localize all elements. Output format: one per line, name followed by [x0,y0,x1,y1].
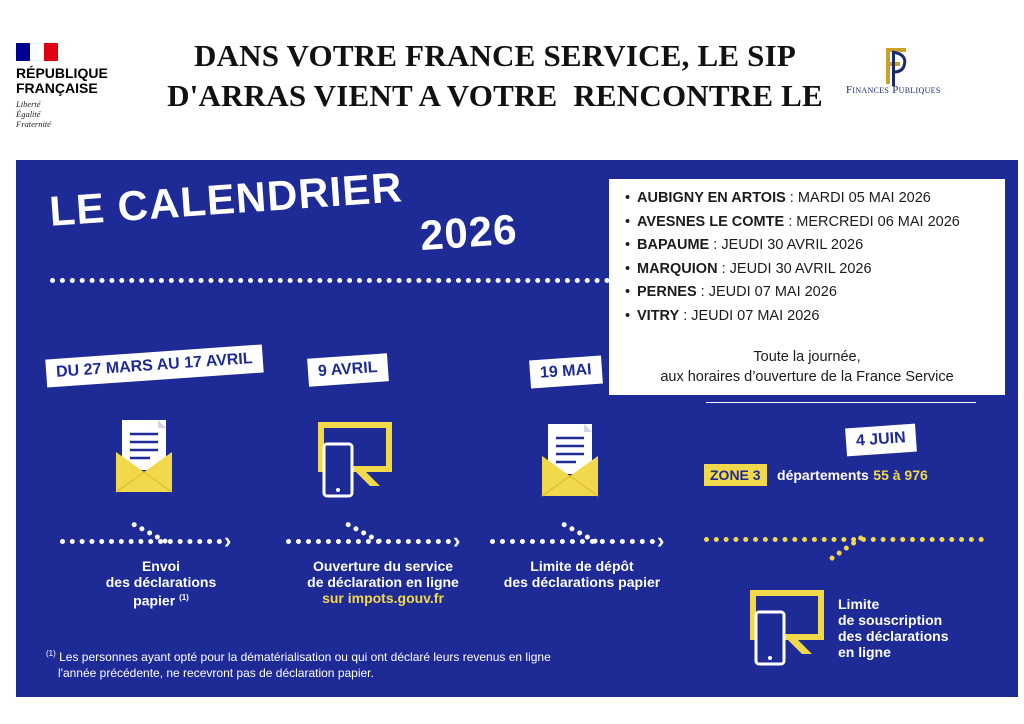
footnote-line1: Les personnes ayant opté pour la dématérialisation ou qui ont déclaré leurs revenus en ligne [59,650,551,664]
marianne-flag-icon [16,43,58,61]
step4-dotted-line [704,537,984,542]
step3-date-tag: 19 MAI [529,356,602,389]
schedule-item [625,187,960,211]
bullet-icon: • [625,237,631,253]
finances-publiques-logo-icon [878,44,914,88]
schedule-place: PERNES [637,284,697,300]
bullet-icon: • [625,307,631,324]
tablet-monitor-icon [748,588,828,668]
step3-label [482,558,682,590]
schedule-sep: : [784,213,797,230]
zone-row [704,467,928,485]
schedule-place: MARQUION [637,260,718,277]
schedule-list [625,187,960,328]
envelope-icon [114,418,174,494]
title-dotted-divider [50,278,620,283]
step4-label-line1: Limite [838,596,880,612]
schedule-date: JEUDI 07 MAI 2026 [691,307,820,324]
schedule-sep: : [785,190,798,206]
step2-date-tag: 9 AVRIL [307,353,388,386]
motto-egalite: Égalité [16,109,41,119]
zone-range: 55 à 976 [873,467,928,483]
finances-publiques-logo-text: Finances Publiques [846,84,941,96]
motto-fraternite: Fraternité [16,119,51,129]
bullet-icon: • [625,213,631,230]
schedule-date: JEUDI 30 AVRIL 2026 [721,237,864,253]
headline-line2: D'ARRAS VIENT A VOTRE RENCONTRE LE [167,78,823,113]
bullet-icon: • [625,260,631,277]
footnote-line2: l'année précédente, ne recevront pas de déclaration papier. [58,666,374,680]
schedule-date: MERCREDI 06 MAI 2026 [796,213,960,230]
step3-arrow-icon: › [657,528,665,553]
step2-label-line2: de déclaration en ligne [307,574,459,590]
schedule-place: AUBIGNY EN ARTOIS [637,190,786,206]
step4-label-line3: des déclarations [838,628,949,644]
schedule-note-line2: aux horaires d’ouverture de la France Service [660,369,954,385]
bullet-icon: • [625,190,631,206]
poster-title [48,160,519,284]
schedule-item [625,258,960,282]
schedule-note-line1: Toute la journée, [753,349,861,365]
schedule-sep: : [709,237,722,253]
headline-line1: DANS VOTRE FRANCE SERVICE, LE SIP [193,38,797,73]
schedule-date: JEUDI 30 AVRIL 2026 [729,260,872,277]
schedule-box [609,179,1005,395]
page-headline [100,36,890,116]
schedule-item [625,234,960,258]
step2-dotted-line [286,539,451,544]
schedule-sep: : [717,260,730,277]
schedule-item [625,305,960,329]
step3-dotted-line [490,539,655,544]
info-underline [706,402,976,403]
schedule-place: AVESNES LE COMTE [637,213,785,230]
schedule-item [625,211,960,235]
footnote [46,646,726,681]
step1-arrow-icon: › [224,528,232,553]
schedule-date: MARDI 05 MAI 2026 [797,190,931,206]
step1-dotted-line [60,539,222,544]
step1-label-line1: Envoi [141,558,181,574]
step4-label [838,596,998,660]
step3-label-line1: Limite de dépôt [530,558,634,574]
step1-date-tag: DU 27 MARS AU 17 AVRIL [45,344,263,387]
step1-label-line2: des déclarations [105,574,217,590]
zone-badge: ZONE 3 [704,464,767,486]
motto-liberte: Liberté [16,99,41,109]
republique-line2: FRANÇAISE [16,80,98,96]
schedule-item [625,281,960,305]
schedule-date: JEUDI 07 MAI 2026 [708,284,837,300]
poster-title-line1: LE CALENDRIER [47,163,404,235]
zone-text: départements [777,467,869,483]
step1-label-line3: papier [133,592,176,609]
step2-label-line1: Ouverture du service [312,558,454,574]
step1-label [56,558,266,609]
step4-date-tag: 4 JUIN [845,424,917,457]
tablet-monitor-icon [316,420,396,500]
schedule-place: VITRY [637,307,680,324]
schedule-place: BAPAUME [637,237,710,253]
step2-label [268,558,498,606]
republique-line1: RÉPUBLIQUE [16,65,108,81]
schedule-sep: : [679,307,692,324]
poster-title-line2: 2026 [418,205,519,260]
step3-label-line2: des déclarations papier [503,574,661,590]
step4-label-line2: de souscription [838,612,943,628]
step2-link[interactable]: sur impots.gouv.fr [322,590,444,606]
step2-arrow-icon: › [453,528,461,553]
schedule-sep: : [696,284,709,300]
step4-label-line4: en ligne [838,644,891,660]
step1-footnote-mark: (1) [179,593,189,602]
schedule-note [609,347,1005,387]
republique-francaise-logo-text [16,66,108,96]
envelope-icon [540,422,600,498]
footnote-mark: (1) [46,649,56,658]
bullet-icon: • [625,284,631,300]
republique-motto [16,99,51,129]
